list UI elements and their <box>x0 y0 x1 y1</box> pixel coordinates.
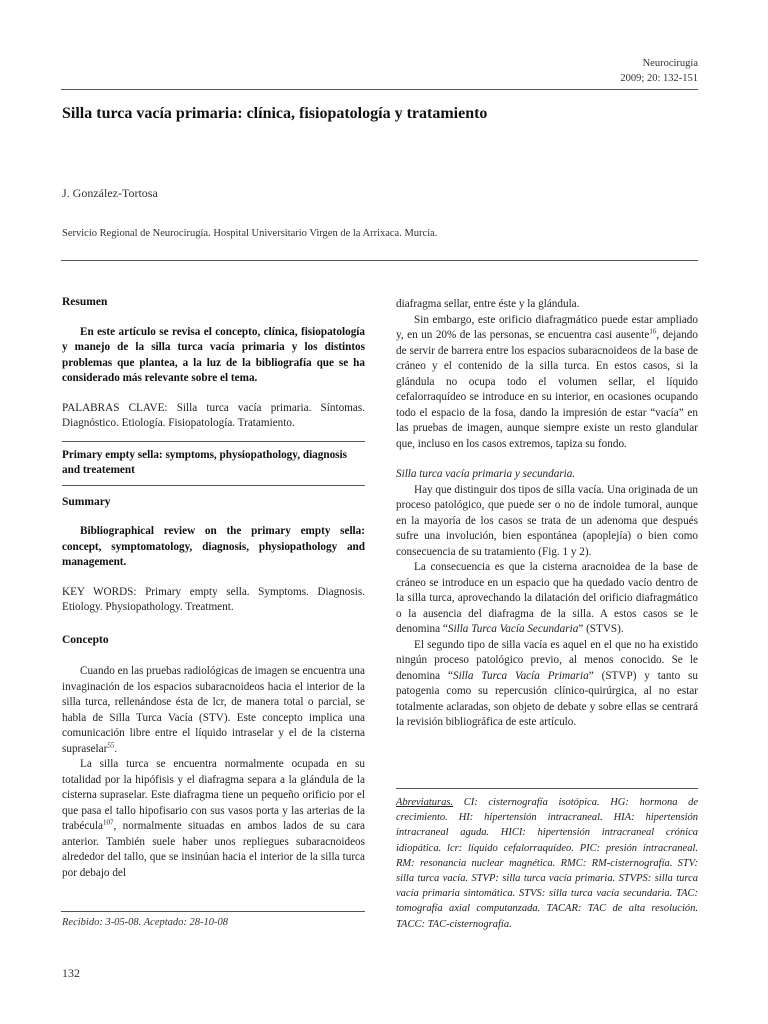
received-rule <box>61 911 365 912</box>
page-number: 132 <box>62 966 80 980</box>
journal-name: Neurocirugía <box>642 58 698 69</box>
english-rule-top <box>62 441 365 442</box>
right-paragraph-2: Hay que distinguir dos tipos de silla vacía. Una originada de un proceso patológico, que puede ser o no de índole tumoral, aunque en la mayoría de los casos se trata de un adenoma que después sufre una involución, bien espontánea (apoplejía) o bien como consecuencia de su tratamiento (Fig. 1 y 2). <box>396 483 698 558</box>
right-paragraph-3: La consecuencia es que la cisterna aracnoidea de la base de cráneo se introduce en un espacio que ha quedado vacío dentro de la silla turca, aprovechando la dilatación del orificio diafragmático o la ausencia del diafragma de la silla. A estos casos se le denomina “Silla Turca Vacía Secundaria” (STVS). <box>396 561 698 635</box>
key-words: KEY WORDS: Primary empty sella. Symptoms. Diagnosis. Etiology. Physiopathology. Treatment. <box>62 585 365 613</box>
journal-header <box>620 56 698 86</box>
concepto-paragraph-2: La silla turca se encuentra normalmente ocupada en su totalidad por la hipófisis y el diafragma separa a la glándula de la cisterna supraselar. Este diafragma tiene un pequeño orificio por el que pasa el tallo hipofisario con sus vasos porta y las arterias de la trabécula$^{107}$, normalmente situadas en ambos lados de su cara anterior. También suele haber unos repliegues subaracnoideos alrededor del tallo, que se insinúan hacia el interior de la silla turca por debajo del <box>62 758 365 879</box>
english-title: Primary empty sella: symptoms, physiopathology, diagnosis and treatement <box>62 448 347 476</box>
article-author: J. González-Tortosa <box>62 186 158 200</box>
title-rule <box>61 260 698 261</box>
english-rule-bottom <box>62 485 365 486</box>
palabras-clave: PALABRAS CLAVE: Silla turca vacía primaria. Síntomas. Diagnóstico. Etiología. Fisiopatología. Tratamiento. <box>62 401 365 429</box>
section-subheading: Silla turca vacía primaria y secundaria. <box>396 468 576 480</box>
abbreviations-text: CI: cisternografía isotópica. HG: hormona de crecimiento. HI: hipertensión intracraneal. HIA: hipertensión intracraneal aguda. HICI: hipertensión intracraneal crónica idiopática. lcr: líquido cefalorraquídeo. PIC: presión intracraneal. RM: resonancia nuclear magnética. RMC: RM-cisternografía. STV: silla turca vacía. STVP: silla turca vacía primaria. STVPS: silla turca vacía primaria sintomática. STVS: silla turca vacía secundaria. TAC: tomografía axial computanzada. TACAR: TAC de alta resolución. TACC: TAC-cisternografía. <box>396 797 698 930</box>
abbreviations-label: Abreviaturas. <box>396 797 454 808</box>
header-rule <box>61 89 698 90</box>
reference-107: 107 <box>103 818 114 827</box>
concepto-heading: Concepto <box>62 633 109 646</box>
journal-citation: 2009; 20: 132-151 <box>620 73 698 84</box>
abbreviations-rule <box>396 788 698 789</box>
reference-16: 16 <box>649 327 657 336</box>
right-paragraph-4: El segundo tipo de silla vacía es aquel en el que no ha existido ningún proceso patológico previo, al menos conocido. Se le denomina “Silla Turca Vacía Primaria” (STVP) y tanto su patogenia como su repercusión clínico-quirúrgica, al no estar totalmente aclaradas, son objeto de debate y sobre ellas se centrará la revisión bibliográfica de este artículo. <box>396 638 698 728</box>
summary-heading: Summary <box>62 495 111 508</box>
summary-text: Bibliographical review on the primary empty sella: concept, symptomatology, diagnosis, physiopathology and management. <box>62 525 365 568</box>
right-paragraph-1: Sin embargo, este orificio diafragmático puede estar ampliado y, en un 20% de las personas, se encuentra casi ausente$^{16}$, dejando de servir de barrera entre los espacios subaracnoideos de la base de cráneo y el contenido de la silla turca. En estos casos, si la glándula no ocupa todo el volumen sellar, el líquido cefalorraquídeo se introduce en su interior, en ocasiones ocupando todo el espacio de la fosa, dando la impresión de estar “vacía” en las pruebas de imagen, aunque siempre existe un resto glandular que, incluso en los casos extremos, tapiza su fondo. <box>396 313 698 450</box>
reference-55: 55 <box>107 740 115 749</box>
author-affiliation: Servicio Regional de Neurocirugía. Hospital Universitario Virgen de la Arrixaca. Murcia. <box>62 228 438 239</box>
received-dates: Recibido: 3-05-08. Aceptado: 28-10-08 <box>62 917 229 928</box>
concepto-paragraph-1: Cuando en las pruebas radiológicas de imagen se encuentra una invaginación de los espacios subaracnoideos hacia el interior de la silla turca, rellenándose ésta de lcr, de manera total o parcial, se habla de Silla Turca Vacía (STV). Este concepto implica una comunicación libre entre el líquido intraselar y el de la cisterna supraselar$^{55}$. <box>62 665 365 755</box>
left-column <box>62 295 365 881</box>
abbreviations-box <box>396 795 698 932</box>
article-title: Silla turca vacía primaria: clínica, fisiopatología y tratamiento <box>62 105 488 122</box>
resumen-text: En este artículo se revisa el concepto, clínica, fisiopatología y manejo de la silla turca vacía primaria y los distintos problemas que plantea, a la luz de la bibliografía que se ha considerado más relevante sobre el tema. <box>62 325 365 384</box>
right-paragraph-0: diafragma sellar, entre éste y la glándula. <box>396 298 580 310</box>
resumen-heading: Resumen <box>62 296 108 308</box>
right-column <box>396 297 698 731</box>
